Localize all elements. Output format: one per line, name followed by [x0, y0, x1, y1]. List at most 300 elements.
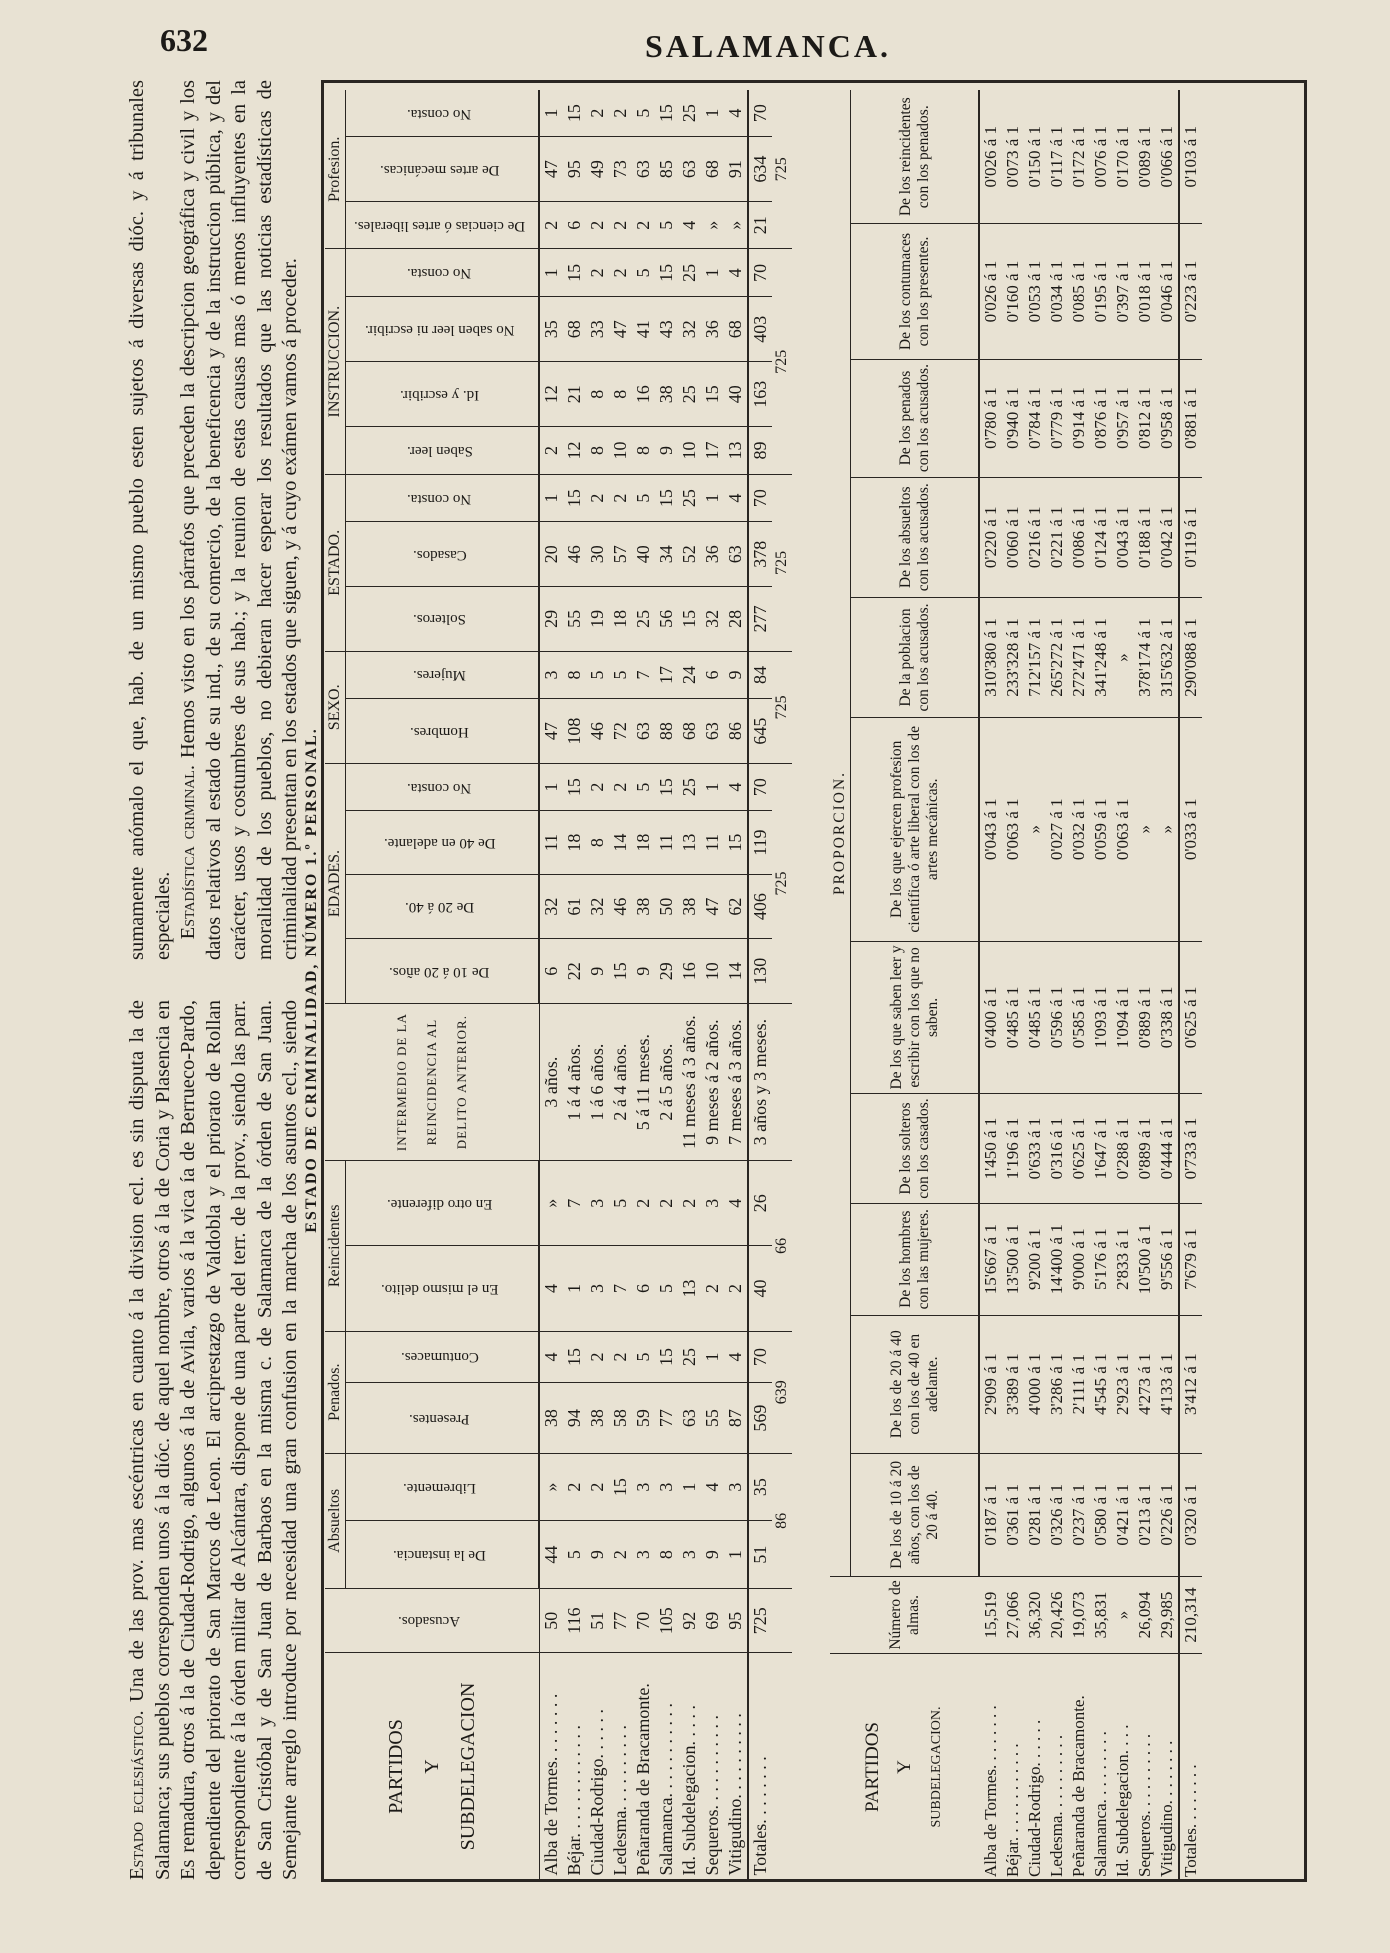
- total-cell: 277: [748, 587, 772, 652]
- table-cell: 25: [678, 474, 701, 522]
- group-header: EDADES.: [325, 763, 346, 1003]
- table-cell: 2: [539, 201, 563, 249]
- table-cell: 18: [563, 811, 586, 874]
- total-cell: 634: [748, 137, 772, 202]
- table-cell: 0'187 á 1: [979, 1453, 1002, 1576]
- col-header: De ciencias ó artes liberales.: [346, 201, 540, 249]
- table-cell: 3'389 á 1: [1002, 1315, 1024, 1453]
- table-cell: 0'281 á 1: [1024, 1453, 1046, 1576]
- table-cell: 15: [655, 90, 678, 137]
- table-cell: 46: [586, 699, 609, 764]
- table-cell: 77: [655, 1383, 678, 1453]
- table-cell: 0'958 á 1: [1156, 359, 1179, 477]
- partidos-header-line: Y: [420, 1759, 443, 1774]
- table-cell: 0'063 á 1: [1002, 718, 1024, 942]
- table-cell: 25: [632, 587, 655, 652]
- table-cell: 1: [539, 763, 563, 811]
- col-header: Hombres.: [346, 699, 540, 764]
- table-cell: 17: [655, 651, 678, 699]
- table-row: [563, 90, 586, 1880]
- table-cell: 2: [586, 201, 609, 249]
- table-cell: 68: [563, 297, 586, 362]
- col-header: De los penados con los acusados.: [851, 359, 980, 477]
- table-cell: 0'059 á 1: [1090, 718, 1112, 942]
- table-cell: 15: [563, 90, 586, 137]
- table-cell: 32: [586, 874, 609, 939]
- table-cell: 10: [678, 427, 701, 475]
- paragraph-lead: Estadística criminal.: [177, 765, 199, 940]
- row-label: Béjar. . . . . . . . . . . .: [1003, 1743, 1022, 1877]
- table-cell: »: [1024, 718, 1046, 942]
- col-header: Solteros.: [346, 587, 540, 652]
- criminality-table: [325, 90, 792, 1880]
- col-header: De los que ejercen profesion científica ó arte liberal con los de artes mecánicas.: [851, 718, 980, 942]
- table-cell: 5'176 á 1: [1090, 1203, 1112, 1315]
- table-cell: 13'500 á 1: [1002, 1203, 1024, 1315]
- table-cell: 1: [539, 474, 563, 522]
- table-cell: 2: [632, 201, 655, 249]
- total-cell: 406: [748, 874, 772, 939]
- table-row: [979, 90, 1002, 1880]
- table-cell: 4: [678, 201, 701, 249]
- total-cell: 89: [748, 427, 772, 475]
- table-cell: 7: [563, 1161, 586, 1246]
- table-cell: 0'089 á 1: [1134, 90, 1156, 224]
- table-cell: 5: [563, 1521, 586, 1589]
- totals-row: [1179, 90, 1202, 1880]
- table-cell: 29: [539, 587, 563, 652]
- row-label: Totales. . . . . . . .: [748, 1653, 772, 1880]
- table-cell: 72: [609, 699, 632, 764]
- row-label: Alba de Tormes. . . . . . . .: [980, 1705, 1000, 1877]
- table-cell: 44: [539, 1521, 563, 1589]
- row-label: Salamanca. . . . . . . . . . .: [656, 1703, 676, 1876]
- table-cell: 49: [586, 137, 609, 202]
- table-cell: 18: [609, 587, 632, 652]
- table-cell: 88: [655, 699, 678, 764]
- table-cell: 0'073 á 1: [1002, 90, 1024, 224]
- table-cell: 0'779 á 1: [1046, 359, 1068, 477]
- table-cell: »: [701, 201, 724, 249]
- table-cell: 8: [563, 651, 586, 699]
- table-cell: 1 á 6 años.: [586, 1004, 609, 1161]
- table-cell: 8: [586, 811, 609, 874]
- table-cell: 1: [701, 763, 724, 811]
- table-cell: 94: [563, 1383, 586, 1453]
- table1-title: ESTADO DE CRIMINALIDAD, NÚMERO 1.º PERSONAL.: [303, 727, 320, 1233]
- total-cell: 70: [748, 1331, 772, 1383]
- table-cell: 16: [632, 362, 655, 427]
- table-cell: 0'018 á 1: [1134, 224, 1156, 359]
- table-cell: 15: [655, 249, 678, 297]
- table-cell: 8: [632, 427, 655, 475]
- table-cell: 2: [586, 474, 609, 522]
- table-cell: 25: [678, 90, 701, 137]
- table-cell: 15: [609, 939, 632, 1004]
- partidos-header: [325, 1653, 539, 1880]
- total-cell: 21: [748, 201, 772, 249]
- table-cell: 272'471 á 1: [1068, 597, 1090, 717]
- table-cell: 5: [632, 1331, 655, 1383]
- table-cell: 6: [701, 651, 724, 699]
- table-cell: 0'160 á 1: [1002, 224, 1024, 359]
- table-cell: 68: [701, 137, 724, 202]
- table-cell: 0'221 á 1: [1046, 477, 1068, 597]
- total-cell: 0'103 á 1: [1179, 90, 1202, 224]
- table-cell: 0'026 á 1: [979, 90, 1002, 224]
- table-cell: 1: [539, 90, 563, 137]
- table-cell: 8: [586, 427, 609, 475]
- page-number: 632: [160, 22, 208, 58]
- table-cell: 341'248 á 1: [1090, 597, 1112, 717]
- table-cell: 2: [586, 1331, 609, 1383]
- table-cell: 36: [701, 297, 724, 362]
- group-sum-reincidentes: 66: [772, 1161, 792, 1331]
- table-cell: »: [539, 1161, 563, 1246]
- col-header: Mujeres.: [346, 651, 540, 699]
- table-cell: 2: [586, 249, 609, 297]
- running-title: SALAMANCA.: [645, 28, 891, 64]
- total-cell: 70: [748, 474, 772, 522]
- col-header: De los de 20 á 40 con los de 40 en adelante.: [851, 1315, 980, 1453]
- table-cell: 5: [655, 1246, 678, 1331]
- table-cell: 3: [539, 651, 563, 699]
- table-cell: 0'043 á 1: [979, 718, 1002, 942]
- table-row: [724, 90, 748, 1880]
- total-cell: 3'412 á 1: [1179, 1315, 1202, 1453]
- table-cell: 8: [586, 362, 609, 427]
- table-cell: 36,320: [1024, 1577, 1046, 1654]
- group-sum-absueltos: 86: [772, 1453, 792, 1588]
- col-header: De los que saben leer y escribir con los que no saben.: [851, 941, 980, 1094]
- col-header: Id. y escribir.: [346, 362, 540, 427]
- table-cell: 7: [609, 1246, 632, 1331]
- table-cell: 0'485 á 1: [1024, 941, 1046, 1094]
- row-label: Totales. . . . . . . .: [1179, 1654, 1202, 1881]
- table-cell: 34: [655, 522, 678, 587]
- table-cell: 5 á 11 meses.: [632, 1004, 655, 1161]
- table-cell: 2: [655, 1161, 678, 1246]
- table-cell: 3: [724, 1453, 748, 1521]
- table-cell: 15: [678, 587, 701, 652]
- total-cell: 130: [748, 939, 772, 1004]
- table-cell: 63: [678, 137, 701, 202]
- table-row: [1090, 90, 1112, 1880]
- table-row: [1156, 90, 1179, 1880]
- table-cell: 4: [724, 1331, 748, 1383]
- table-cell: 58: [609, 1383, 632, 1453]
- table-cell: 95: [724, 1588, 748, 1653]
- table-cell: 4: [724, 249, 748, 297]
- table-cell: 40: [632, 522, 655, 587]
- table-cell: 24: [678, 651, 701, 699]
- table-cell: 73: [609, 137, 632, 202]
- partidos-header-line: SUBDELEGACION.: [928, 1706, 944, 1828]
- table-cell: 70: [632, 1588, 655, 1653]
- row-label: Id. Subdelegacion. . . . .: [679, 1705, 699, 1876]
- table-cell: 5: [632, 249, 655, 297]
- table-cell: 378'174 á 1: [1134, 597, 1156, 717]
- table-cell: 1'094 á 1: [1112, 941, 1134, 1094]
- table-cell: 13: [724, 427, 748, 475]
- table-cell: 50: [655, 874, 678, 939]
- table-row: [701, 90, 724, 1880]
- table-cell: 2'111 á 1: [1068, 1315, 1090, 1453]
- table-cell: 2: [609, 249, 632, 297]
- empty-cell: [772, 1588, 792, 1653]
- table-cell: 11: [701, 811, 724, 874]
- total-cell: 290'088 á 1: [1179, 597, 1202, 717]
- table-cell: 14: [724, 939, 748, 1004]
- col-header: Casados.: [346, 522, 540, 587]
- total-cell: 0'119 á 1: [1179, 477, 1202, 597]
- table-cell: 63: [724, 522, 748, 587]
- table-cell: 11: [655, 811, 678, 874]
- table-cell: 105: [655, 1588, 678, 1653]
- paragraph-lead: Estado eclesiástico.: [126, 1710, 148, 1880]
- table-cell: 2: [609, 474, 632, 522]
- total-cell: 84: [748, 651, 772, 699]
- col-header: Libremente.: [346, 1453, 540, 1521]
- table-cell: 20,426: [1046, 1577, 1068, 1654]
- table-cell: 1 á 4 años.: [563, 1004, 586, 1161]
- table-cell: 4: [724, 90, 748, 137]
- table-cell: 9: [701, 1521, 724, 1589]
- row-label: Ledesma. . . . . . . . . .: [1047, 1734, 1066, 1877]
- table-cell: 77: [609, 1588, 632, 1653]
- table-cell: 33: [586, 297, 609, 362]
- table-cell: 13: [678, 811, 701, 874]
- table-cell: 56: [655, 587, 678, 652]
- table-cell: 63: [632, 699, 655, 764]
- table-cell: 0'085 á 1: [1068, 224, 1090, 359]
- table-cell: 52: [678, 522, 701, 587]
- col-header: De 20 á 40.: [346, 874, 540, 939]
- table-cell: 47: [539, 699, 563, 764]
- total-cell: 51: [748, 1521, 772, 1589]
- table-cell: 0'889 á 1: [1134, 1094, 1156, 1203]
- table-cell: 2: [609, 1521, 632, 1589]
- table-row: [1002, 90, 1024, 1880]
- table-cell: 1: [701, 249, 724, 297]
- total-cell: 725: [748, 1588, 772, 1653]
- total-cell: 163: [748, 362, 772, 427]
- table-cell: 22: [563, 939, 586, 1004]
- col-header: Saben leer.: [346, 427, 540, 475]
- table-cell: 0'596 á 1: [1046, 941, 1068, 1094]
- col-header: De la poblacion con los acusados.: [851, 597, 980, 717]
- col-header: No consta.: [346, 763, 540, 811]
- row-label: Sequeros. . . . . . . . . . .: [702, 1715, 722, 1876]
- total-cell: 210,314: [1179, 1577, 1202, 1654]
- table-cell: 1: [563, 1246, 586, 1331]
- group-header: Profesion.: [325, 90, 346, 249]
- table-cell: 1: [539, 249, 563, 297]
- table-cell: 0'032 á 1: [1068, 718, 1090, 942]
- table-cell: 0'585 á 1: [1068, 941, 1090, 1094]
- group-sum-instruccion: 725: [772, 249, 792, 474]
- table-cell: »: [1112, 597, 1134, 717]
- total-cell: 0'733 á 1: [1179, 1094, 1202, 1203]
- table-cell: 36: [701, 522, 724, 587]
- table-cell: 5: [632, 474, 655, 522]
- table-cell: 18: [632, 811, 655, 874]
- table-cell: 0'485 á 1: [1002, 941, 1024, 1094]
- total-cell: 0'881 á 1: [1179, 359, 1202, 477]
- table-cell: 9: [655, 427, 678, 475]
- proportion-title: PROPORCION.: [830, 90, 851, 1577]
- table-cell: 0'046 á 1: [1156, 224, 1179, 359]
- table-cell: 0'027 á 1: [1046, 718, 1068, 942]
- table-row: [1112, 90, 1134, 1880]
- total-cell: 119: [748, 811, 772, 874]
- table-cell: 116: [563, 1588, 586, 1653]
- table-cell: 1: [678, 1453, 701, 1521]
- table-cell: 68: [678, 699, 701, 764]
- table-cell: 0'117 á 1: [1046, 90, 1068, 224]
- table-cell: 0'444 á 1: [1156, 1094, 1179, 1203]
- table-cell: 15: [724, 811, 748, 874]
- table-cell: 315'632 á 1: [1156, 597, 1179, 717]
- table-cell: 310'380 á 1: [979, 597, 1002, 717]
- col-header: De los reincidentes con los penados.: [851, 90, 980, 224]
- table-row: [1046, 90, 1068, 1880]
- row-label: Ledesma. . . . . . . . . .: [610, 1725, 630, 1876]
- row-label: Vitigudino. . . . . . . . . .: [725, 1713, 745, 1876]
- total-cell: 569: [748, 1383, 772, 1453]
- empty-cell: [772, 1653, 792, 1880]
- row-label: Vitigudino. . . . . . . .: [1157, 1740, 1176, 1877]
- table-cell: 3: [586, 1246, 609, 1331]
- table-row: [1134, 90, 1156, 1880]
- table-cell: 28: [724, 587, 748, 652]
- table-cell: 0'124 á 1: [1090, 477, 1112, 597]
- table-cell: 1: [701, 474, 724, 522]
- table-cell: 21: [563, 362, 586, 427]
- table-row: [655, 90, 678, 1880]
- table-cell: 2: [609, 1331, 632, 1383]
- table-cell: 5: [632, 763, 655, 811]
- table-cell: 4: [724, 1161, 748, 1246]
- table-cell: 13: [678, 1246, 701, 1331]
- table-cell: 5: [609, 1161, 632, 1246]
- group-header: Reincidentes: [325, 1161, 346, 1331]
- row-label: Ciudad-Rodrigo. . . . . .: [1025, 1719, 1044, 1877]
- row-label: Béjar. . . . . . . . . . . . .: [564, 1725, 584, 1876]
- table-cell: 15: [563, 474, 586, 522]
- table-cell: 0'026 á 1: [979, 224, 1002, 359]
- table-cell: 9: [586, 939, 609, 1004]
- table-cell: 40: [724, 362, 748, 427]
- paragraph-body: Una de las prov. mas escéntricas en cuanto á la division ecl. es sin disputa la de Salamanca; sus pueblos corresponden unos á la dióc. de aquel nombre, otros á la de Coria y Plasencia en Es remadura, otros á la de Ciudad-Rodrigo, algunos á la de Avila, varios á la vica ía de Berrueco-Pardo, dependiente del priorato de San Marcos de Leon. El arciprestazgo de Valdobla y el priorato de Rollan correspondiente á la órden militar de Alcántara, dispone de una parte del terr. de la prov., siendo las parr. de San Cristóbal y de San Juan de Barbaos en la misma c. de Salamanca de la órden de San Juan. Semejante arreglo introduce por necesidad una gran confusion en la marcha de los asuntos ecl., siendo sumamente anómalo el que, hab. de un mismo pueblo esten sujetos á diversas dióc. y á tribunales especiales.: [126, 80, 301, 1880]
- table-cell: 3'286 á 1: [1046, 1315, 1068, 1453]
- table-cell: 15: [563, 1331, 586, 1383]
- table-cell: 2: [539, 427, 563, 475]
- table-cell: 9: [586, 1521, 609, 1589]
- total-cell: 0'320 á 1: [1179, 1453, 1202, 1576]
- table-cell: »: [539, 1453, 563, 1521]
- col-header: Acusados.: [325, 1588, 539, 1653]
- table-cell: 0'338 á 1: [1156, 941, 1179, 1094]
- table-cell: 0'216 á 1: [1024, 477, 1046, 597]
- table-cell: 5: [632, 90, 655, 137]
- table-cell: 9'556 á 1: [1156, 1203, 1179, 1315]
- table-cell: 1: [701, 1331, 724, 1383]
- table-cell: 46: [609, 874, 632, 939]
- table-cell: 95: [563, 137, 586, 202]
- row-label: Id. Subdelegacion. . . .: [1113, 1724, 1132, 1877]
- col-header: De artes mecánicas.: [346, 137, 540, 202]
- table-cell: 1'450 á 1: [979, 1094, 1002, 1203]
- table-row: [586, 90, 609, 1880]
- table-row: [632, 90, 655, 1880]
- table-cell: 2: [609, 90, 632, 137]
- table-cell: 14: [609, 811, 632, 874]
- col-header: De la instancia.: [346, 1521, 540, 1589]
- table-cell: »: [1112, 1577, 1134, 1654]
- table-cell: 6: [563, 201, 586, 249]
- table-cell: 3: [678, 1521, 701, 1589]
- table-cell: 27,066: [1002, 1577, 1024, 1654]
- table-cell: 0'195 á 1: [1090, 224, 1112, 359]
- table-cell: 47: [701, 874, 724, 939]
- table-cell: 41: [632, 297, 655, 362]
- group-sum-penados: 639: [772, 1331, 792, 1453]
- table-cell: 17: [701, 427, 724, 475]
- table-cell: 3: [586, 1161, 609, 1246]
- col-header: Presentes.: [346, 1383, 540, 1453]
- col-header: No consta.: [346, 90, 540, 137]
- table-row: [678, 90, 701, 1880]
- table-cell: 0'625 á 1: [1068, 1094, 1090, 1203]
- table-cell: 87: [724, 1383, 748, 1453]
- table-cell: 32: [539, 874, 563, 939]
- totals-row: [748, 90, 772, 1880]
- total-cell: 70: [748, 90, 772, 137]
- total-cell: 40: [748, 1246, 772, 1331]
- table-cell: 8: [609, 362, 632, 427]
- table-cell: 3: [655, 1453, 678, 1521]
- col-header: De los contumaces con los presentes.: [851, 224, 980, 359]
- table-cell: 0'066 á 1: [1156, 90, 1179, 224]
- table-cell: 15,519: [979, 1577, 1002, 1654]
- table-cell: 16: [678, 939, 701, 1004]
- table-cell: 0'812 á 1: [1134, 359, 1156, 477]
- table-cell: 38: [678, 874, 701, 939]
- table-cell: 29,985: [1156, 1577, 1179, 1654]
- table-cell: 0'940 á 1: [1002, 359, 1024, 477]
- table-cell: 10: [701, 939, 724, 1004]
- col-header: INTERMEDIO DE LA REINCIDENCIA AL DELITO ANTERIOR.: [325, 1004, 539, 1161]
- table-cell: 0'060 á 1: [1002, 477, 1024, 597]
- table-cell: 6: [539, 939, 563, 1004]
- table-cell: 15: [563, 763, 586, 811]
- table-cell: »: [1156, 718, 1179, 942]
- total-cell: 0'625 á 1: [1179, 941, 1202, 1094]
- table-cell: 2: [724, 1246, 748, 1331]
- table-cell: 4: [539, 1246, 563, 1331]
- group-sum-sexo: 725: [772, 651, 792, 763]
- col-header: No consta.: [346, 249, 540, 297]
- table-cell: 0'889 á 1: [1134, 941, 1156, 1094]
- table-cell: 2: [678, 1161, 701, 1246]
- table-cell: 2: [632, 1161, 655, 1246]
- table-cell: 38: [539, 1383, 563, 1453]
- table-cell: 2: [609, 201, 632, 249]
- col-header: En el mismo delito.: [346, 1246, 540, 1331]
- table-cell: 10'500 á 1: [1134, 1203, 1156, 1315]
- table-cell: 5: [586, 651, 609, 699]
